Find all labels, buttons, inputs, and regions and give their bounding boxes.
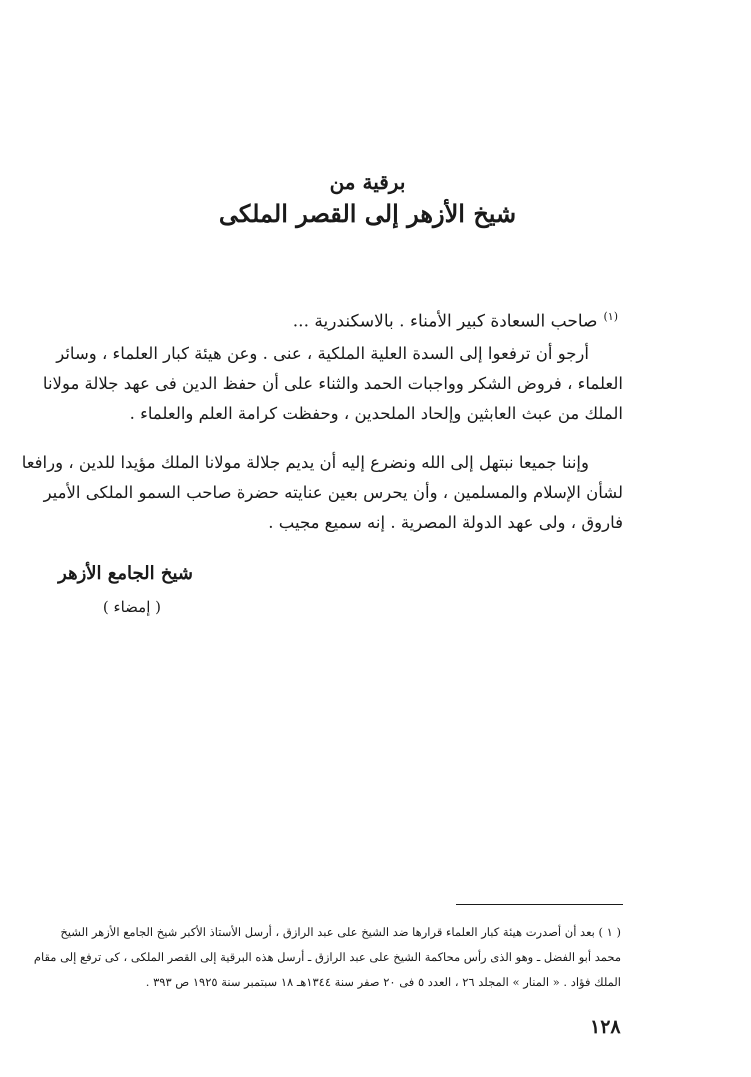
title-line-1: برقية من [329, 170, 406, 194]
paragraph-1 [42, 339, 623, 429]
title-line-2: شيخ الأزهر إلى القصر الملكى [218, 199, 517, 228]
addressee-line [293, 310, 618, 332]
footnote-reference: (١) [603, 310, 618, 323]
footnote-line: محمد أبو الفضل ـ وهو الذى رأس محاكمة الشيخ على عبد الرازق ـ أرسل هذه البرقية إلى القصر الملكى ، كى ترفع إلى مقام [33, 950, 621, 964]
paragraph-line: العلماء ، فروض الشكر وواجبات الحمد والثناء على أن حفظ الدين فى عهد جلالة مولانا [42, 374, 623, 393]
page-number: ١٢٨ [590, 1016, 621, 1038]
addressee-text: صاحب السعادة كبير الأمناء . بالاسكندرية ... [292, 311, 598, 332]
paragraph-line: أرجو أن ترفعوا إلى السدة العلية الملكية ، عنى . وعن هيئة كبار العلماء ، وسائر [56, 344, 589, 363]
paragraph-2 [21, 448, 623, 538]
paragraph-line: لشأن الإسلام والمسلمين ، وأن يحرس بعين عنايته حضرة صاحب السمو الملكى الأمير [43, 483, 623, 502]
paragraph-line: وإننا جميعا نبتهل إلى الله ونضرع إليه أن يديم جلالة مولانا الملك مؤيدا للدين ، ورافعا [21, 453, 589, 472]
footnote-line: الملك فؤاد . « المنار » المجلد ٢٦ ، العدد ٥ فى ٢٠ صفر سنة ١٣٤٤هـ ١٨ سبتمبر سنة ١٩٢٥ ص ٣٩٣ . [145, 975, 621, 989]
paragraph-line: الملك من عبث العابثين وإلحاد الملحدين ، وحفظت كرامة العلم والعلماء . [129, 404, 623, 423]
signature-name: شيخ الجامع الأزهر [58, 563, 193, 584]
footnote-line: ( ١ ) بعد أن أصدرت هيئة كبار العلماء قرارها ضد الشيخ على عبد الرازق ، أرسل الأستاذ الأكبر شيخ الجامع الأزهر الشيخ [60, 925, 621, 939]
signature-note: ( إمضاء ) [102, 598, 161, 616]
footnotes [33, 920, 621, 995]
paragraph-line: فاروق ، ولى عهد الدولة المصرية . إنه سميع مجيب . [268, 513, 623, 532]
footnote-divider [456, 904, 623, 905]
